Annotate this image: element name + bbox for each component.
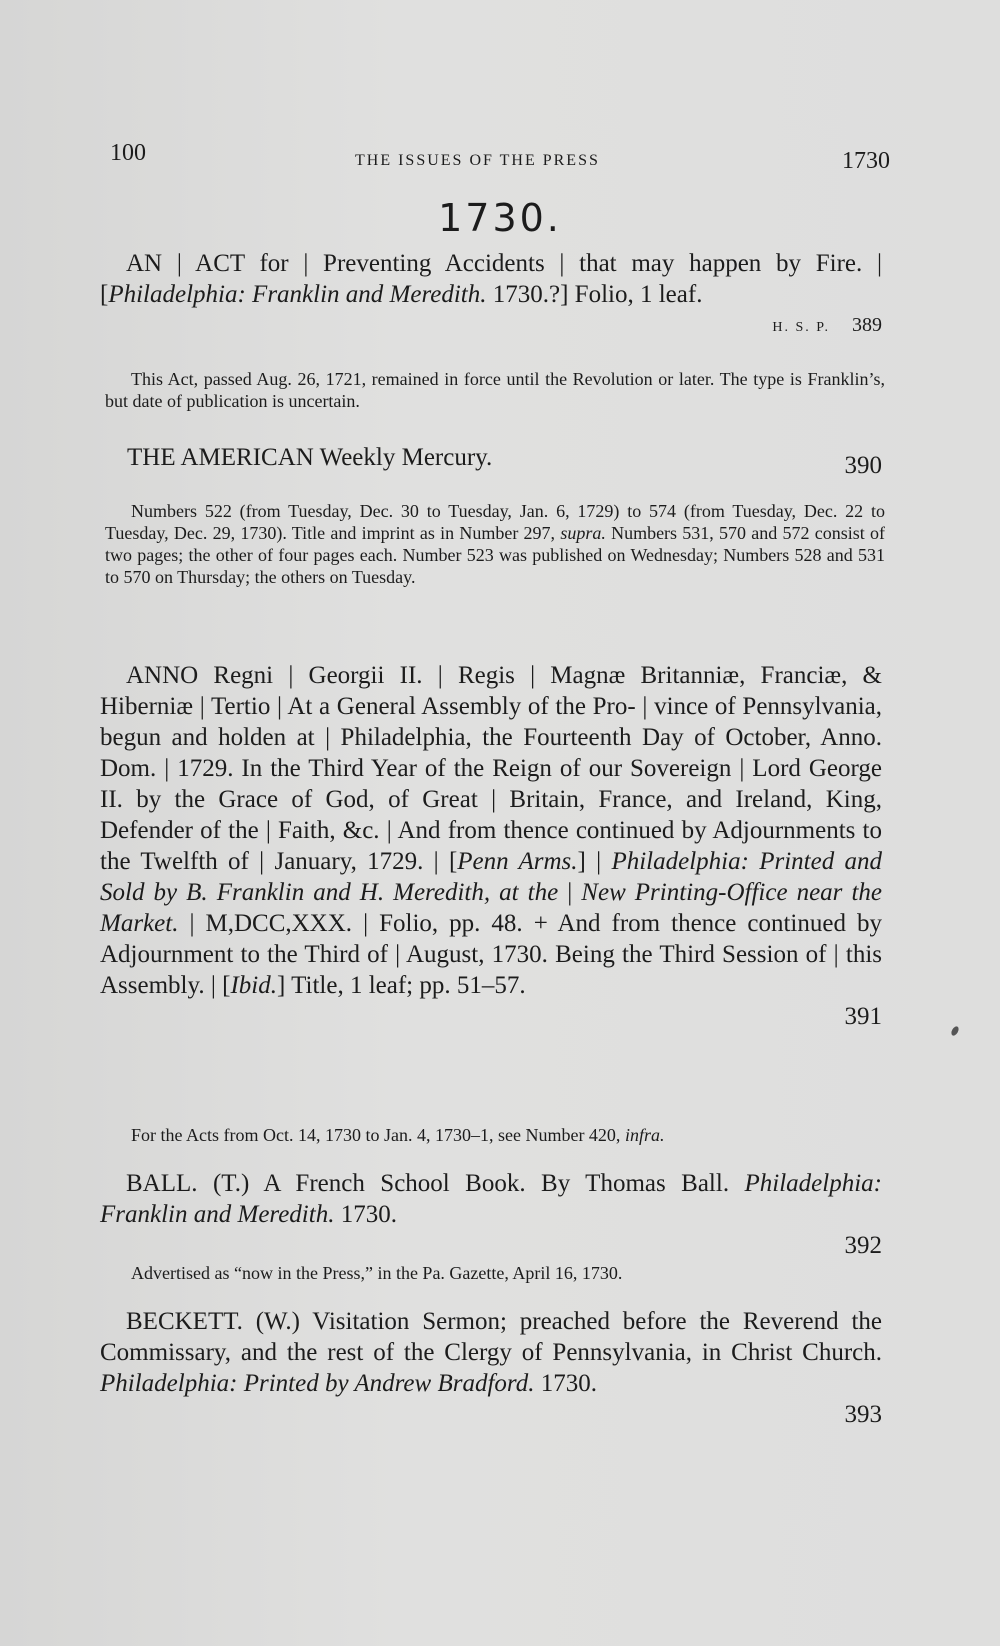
note-text: For the Acts from Oct. 14, 1730 to Jan. 4, 1730–1, see Number 420, [131,1125,625,1145]
entry-italic: Ibid. [230,972,277,999]
header-year: 1730 [842,148,890,174]
entry-text: 1730. [534,1370,597,1397]
location-code: H. S. P. [772,320,830,335]
year-title: 1730. [438,196,562,240]
note-text: Numbers 522 (from Tuesday, Dec. 30 to Tuesday, Jan. 6, 1729) to 574 (from Tuesday, Dec. 22 to Tuesday, Dec. 29, 1730). Title and imprint as in Number 297, [105,501,885,543]
entry-390 [127,444,882,479]
note-italic: supra. [560,523,606,543]
page-number: 100 [110,140,146,166]
entry-392-note [105,1262,885,1284]
entry-number: 393 [844,1401,882,1428]
entry-number: 389 [852,314,882,336]
entry-imprint: Philadelphia: Franklin and Meredith. [108,281,487,308]
entry-number: 391 [844,1003,882,1030]
entry-text: BALL. (T.) A French School Book. By Thomas Ball. [126,1170,745,1197]
note-text: Numbers 531, 570 and 572 consist of two pages; the other of four pages each. Number 523 was published on Wednesday; Numbers 528 and 531 to 570 on Thursday; the others on Tuesday. [105,523,885,587]
entry-imprint: Philadelphia: Franklin and Meredith. [100,1170,882,1228]
entry-391 [100,660,882,1032]
entry-390-note [105,500,885,588]
running-head: THE ISSUES OF THE PRESS [355,152,600,169]
entry-text: AN | ACT for | Preventing Accidents | that may happen by Fire. | [ [100,250,882,308]
entry-text: ] | [577,848,612,875]
entry-number: 390 [844,452,882,479]
entry-393 [100,1306,882,1430]
note-italic: infra. [624,1125,665,1145]
entry-title: THE AMERICAN Weekly Mercury. [127,444,493,471]
entry-imprint: Philadelphia: Printed and Sold by B. Franklin and H. Meredith, at the [100,848,882,906]
entry-number: 392 [844,1232,882,1259]
note-text: This Act, passed Aug. 26, 1721, remained in force until the Revolution or later. The type is Franklin’s, but date of publication is uncertain. [105,369,885,411]
entry-text: 1730.?] Folio, 1 leaf. [486,281,703,308]
entry-389 [100,248,882,343]
entry-text: ANNO Regni | Georgii II. | Regis | Magnæ Britanniæ, Franciæ, & Hiberniæ | Tertio | At a General Assembly of the Pro- | vince of Pennsylvania, begun and holden at | Philadelphia, the Fourteenth Day of October, Anno. Dom. | 1729. In the Third Year of the Reign of our Sovereign | Lord George II. by the Grace of God, of Great | Britain, France, and Ireland, King, Defender of the | Faith, &c. | And from thence continued by Adjournments to the Twelfth of | January, 1729. | [ [100,662,882,875]
page-header [0,140,1000,180]
ink-speck [950,1025,960,1037]
entry-text: ] Title, 1 leaf; pp. 51–57. [277,972,526,999]
entry-391-note [105,1124,885,1146]
entry-text: | M,DCC,XXX. | Folio, pp. 48. + And from thence continued by Adjournment to the Third of | August, 1730. Being the Third Session of | this Assembly. | [ [100,910,882,999]
entry-italic: Penn Arms. [457,848,578,875]
entry-text: 1730. [334,1201,397,1228]
note-text: Advertised as “now in the Press,” in the Pa. Gazette, April 16, 1730. [131,1263,623,1283]
entry-text: | [558,879,582,906]
entry-392 [100,1168,882,1261]
entry-imprint: New Printing-Office near the Market. [100,879,882,937]
entry-389-note [105,368,885,412]
entry-text: BECKETT. (W.) Visitation Sermon; preached before the Reverend the Commissary, and the rest of the Clergy of Pennsylvania, in Christ Church. [100,1308,882,1366]
entry-imprint: Philadelphia: Printed by Andrew Bradford. [100,1370,535,1397]
